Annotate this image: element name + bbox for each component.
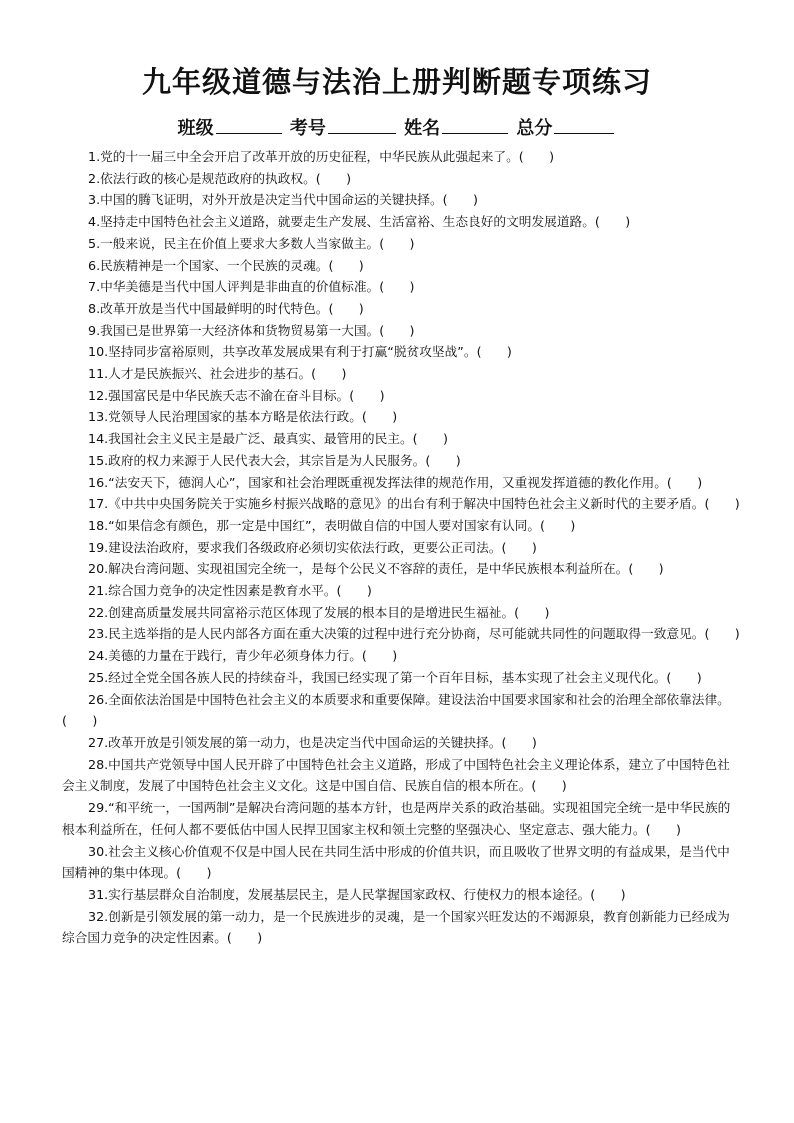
- question-item: 11.人才是民族振兴、社会进步的基石。( ): [88, 366, 347, 382]
- question-item: 15.政府的权力来源于人民代表大会，其宗旨是为人民服务。( ): [88, 452, 461, 468]
- question-item: 7.中华美德是当代中国人评判是非曲直的价值标准。( ): [88, 279, 415, 295]
- question-item: 16.“法安天下，德润人心”，国家和社会治理既重视发挥法律的规范作用，又重视发挥道德的教化作用。( ): [88, 474, 703, 490]
- question-item: 31.实行基层群众自治制度，发展基层民主，是人民掌握国家政权、行使权力的根本途径。( ): [88, 886, 626, 902]
- question-item: 20.解决台湾问题、实现祖国完全统一，是每个公民义不容辞的责任，是中华民族根本利益所在。( ): [88, 561, 664, 577]
- question-item: 8.改革开放是当代中国最鲜明的时代特色。( ): [88, 300, 364, 316]
- score-blank[interactable]: [554, 115, 614, 134]
- question-item: 1.党的十一届三中全会开启了改革开放的历史征程，中华民族从此强起来了。( ): [88, 149, 555, 164]
- question-item: 29.“和平统一，一国两制”是解决台湾问题的基本方针，也是两岸关系的政治基础。实现祖国完全统一是中华民族的根本利益所在，任何人都不要低估中国人民捍卫国家主权和领土完整的坚强决心、坚定意志、强大能力。( ): [62, 800, 731, 837]
- question-item: 24.美德的力量在于践行，青少年必须身体力行。( ): [88, 648, 398, 664]
- question-item: 32.创新是引领发展的第一动力，是一个民族进步的灵魂，是一个国家兴旺发达的不竭源泉，教育创新能力已经成为综合国力竞争的决定性因素。( ): [62, 908, 730, 946]
- question-item: 27.改革开放是引领发展的第一动力，也是决定当代中国命运的关键抉择。( ): [88, 734, 537, 750]
- name-label: 姓名: [404, 118, 441, 139]
- question-item: 4.坚持走中国特色社会主义道路，就要走生产发展、生活富裕、生态良好的文明发展道路。( ): [88, 214, 631, 230]
- question-item: 5.一般来说，民主在价值上要求大多数人当家做主。( ): [88, 235, 415, 251]
- student-info-line: [0, 115, 794, 142]
- exam-no-blank[interactable]: [328, 115, 396, 134]
- question-list: [62, 146, 742, 949]
- question-item: 19.建设法治政府，要求我们各级政府必须切实依法行政，更要公正司法。( ): [88, 539, 537, 555]
- question-item: 22.创建高质量发展共同富裕示范区体现了发展的根本目的是增进民生福祉。( ): [88, 604, 550, 620]
- exam-no-label: 考号: [289, 118, 326, 139]
- question-item: 21.综合国力竞争的决定性因素是教育水平。( ): [88, 583, 372, 599]
- question-item: 18.“如果信念有颜色，那一定是中国红”，表明做自信的中国人要对国家有认同。( ): [88, 517, 576, 533]
- question-item: 2.依法行政的核心是规范政府的执政权。( ): [88, 170, 352, 186]
- question-item: 10.坚持同步富裕原则，共享改革发展成果有利于打赢“脱贫攻坚战”。( ): [88, 344, 512, 360]
- score-label: 总分: [516, 118, 553, 139]
- question-item: 6.民族精神是一个国家、一个民族的灵魂。( ): [88, 257, 364, 273]
- question-item: 30.社会主义核心价值观不仅是中国人民在共同生活中形成的价值共识，而且吸收了世界文明的有益成果，是当代中国精神的集中体现。( ): [62, 843, 730, 881]
- question-item: 9.我国已是世界第一大经济体和货物贸易第一大国。( ): [88, 322, 415, 338]
- question-item: 28.中国共产党领导中国人民开辟了中国特色社会主义道路，形成了中国特色社会主义理论体系，建立了中国特色社会主义制度，发展了中国特色社会主义文化。这是中国自信、民族自信的根本所在。( ): [62, 756, 730, 794]
- question-item: 3.中国的腾飞证明，对外开放是决定当代中国命运的关键抉择。( ): [88, 192, 478, 208]
- question-item: 25.经过全党全国各族人民的持续奋斗，我国已经实现了第一个百年目标，基本实现了社会主义现代化。( ): [88, 669, 702, 685]
- class-label: 班级: [177, 118, 214, 139]
- question-item: 12.强国富民是中华民族夭志不渝在奋斗目标。( ): [88, 387, 385, 403]
- question-item: 13.党领导人民治理国家的基本方略是依法行政。( ): [88, 409, 398, 425]
- question-item: 17.《中共中央国务院关于实施乡村振兴战略的意见》的出台有利于解决中国特色社会主义新时代的主要矛盾。( ): [88, 496, 740, 512]
- question-item: 26.全面依法治国是中国特色社会主义的本质要求和重要保障。建设法治中国要求国家和社会的治理全部依靠法律。( ): [62, 691, 730, 729]
- question-item: 14.我国社会主义民主是最广泛、最真实、最管用的民主。( ): [88, 431, 448, 447]
- page-title: 九年级道德与法治上册判断题专项练习: [141, 65, 652, 99]
- question-item: 23.民主选举指的是人民内部各方面在重大决策的过程中进行充分协商，尽可能就共同性的问题取得一致意见。( ): [88, 626, 740, 642]
- class-blank[interactable]: [216, 115, 282, 134]
- name-blank[interactable]: [442, 115, 508, 134]
